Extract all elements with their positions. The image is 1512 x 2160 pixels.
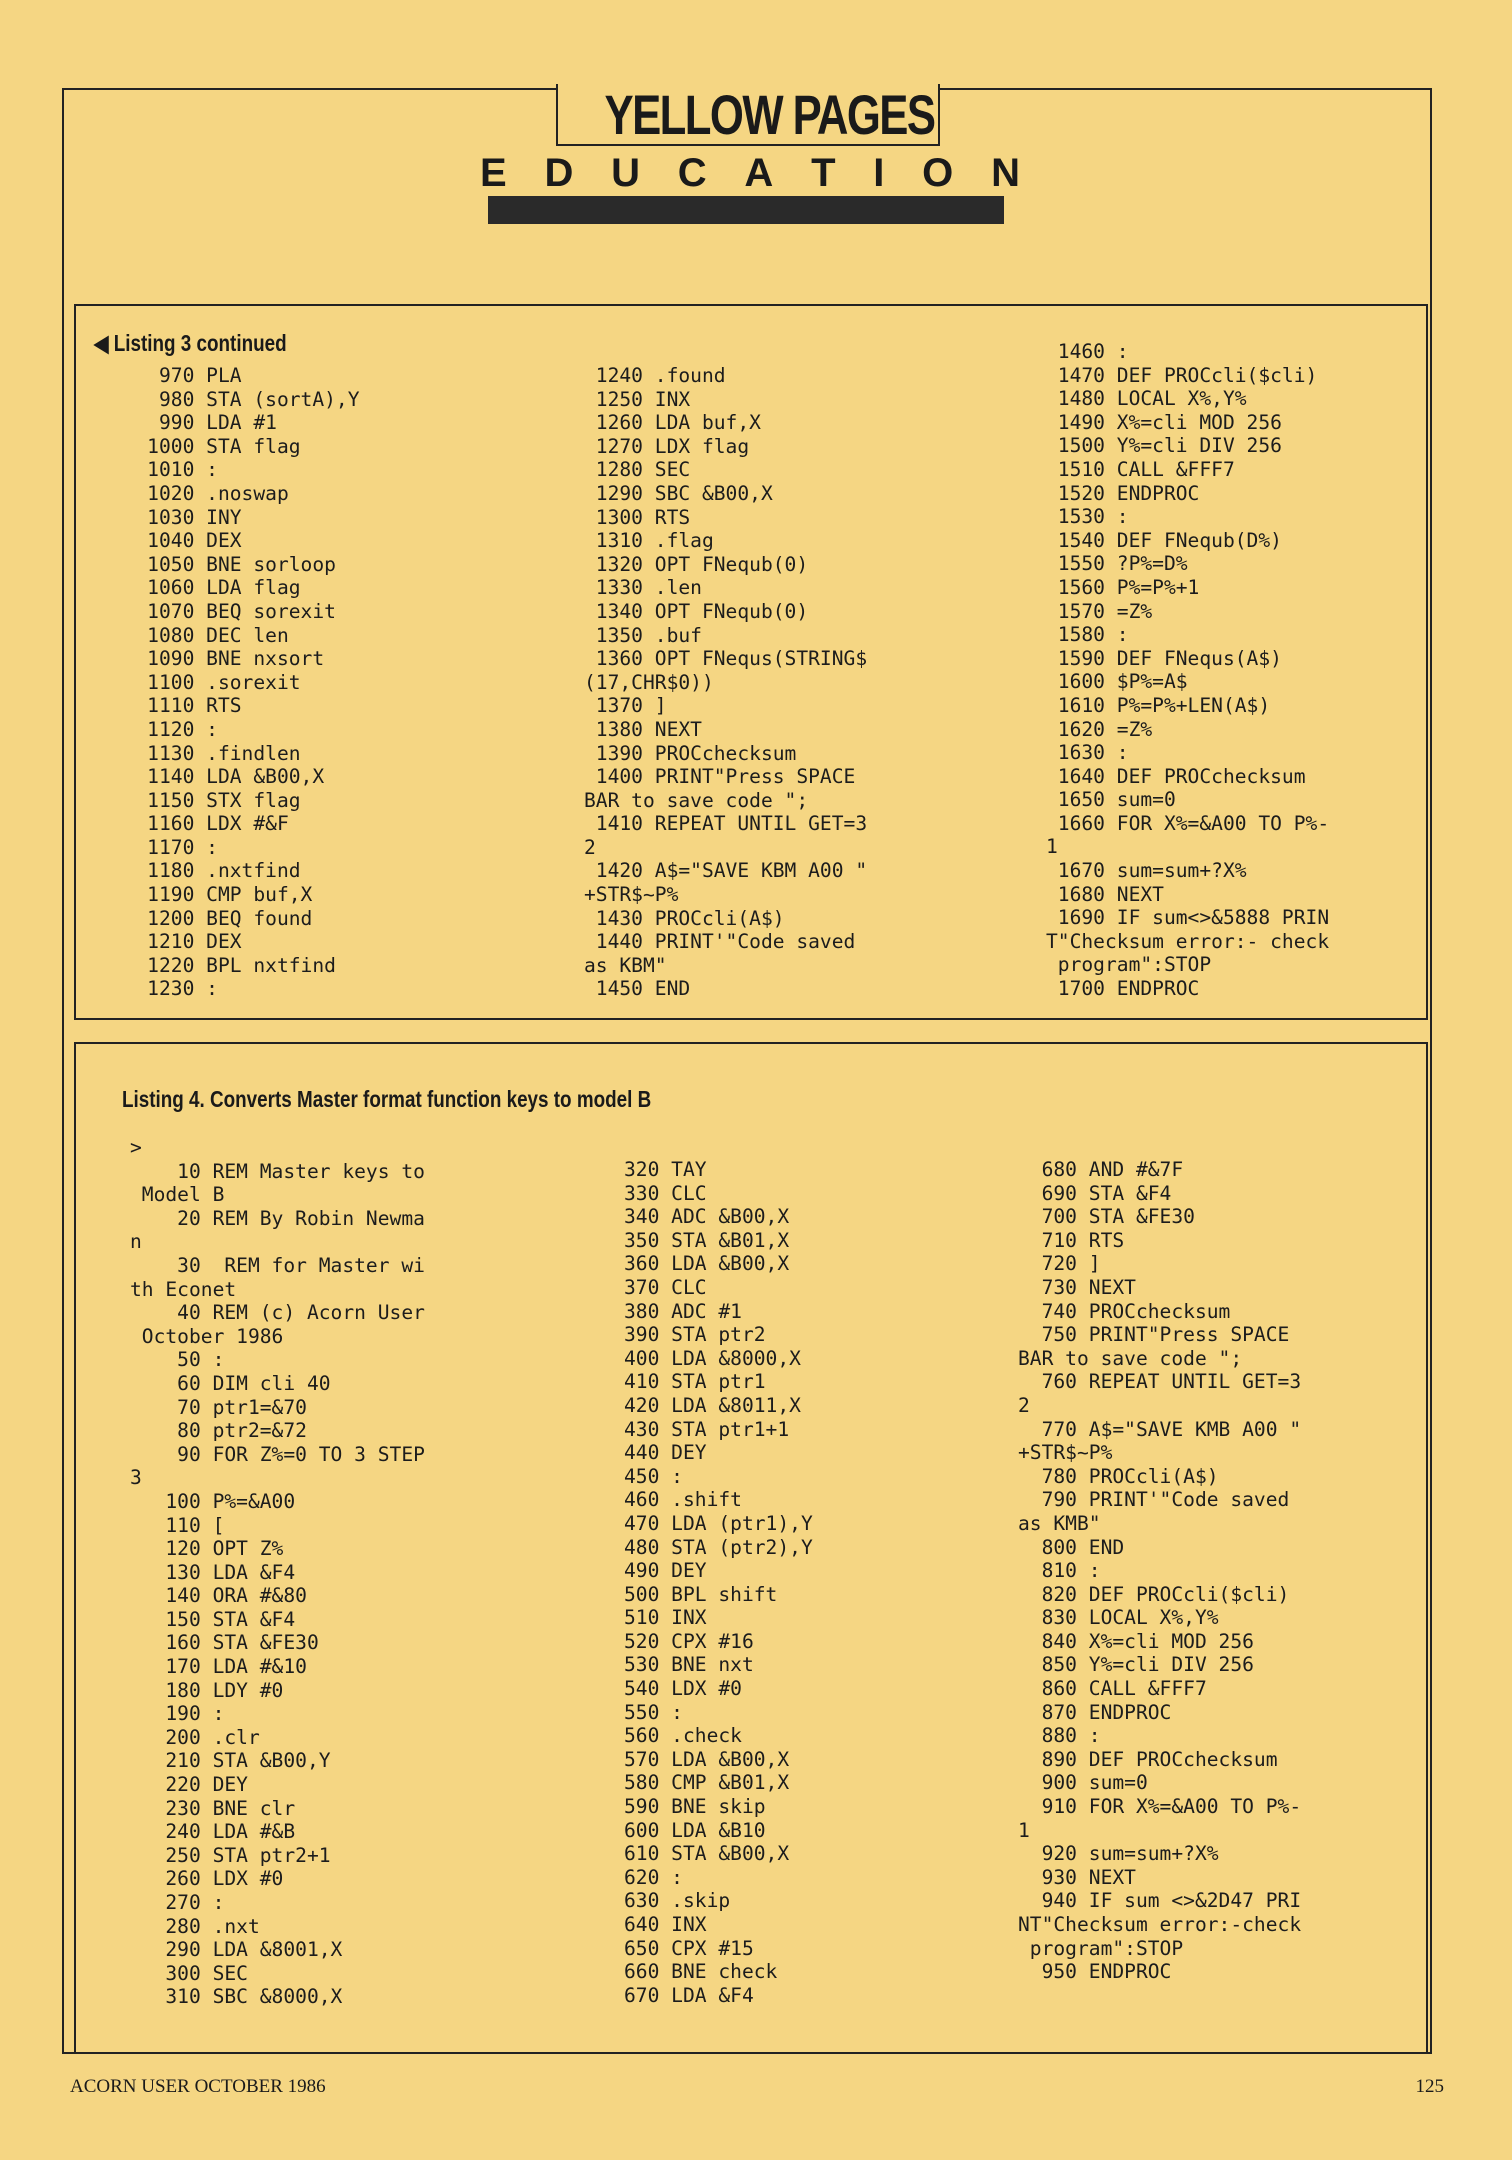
section-letter: O: [922, 151, 954, 195]
section-letter: C: [677, 151, 707, 195]
section-letter: T: [811, 151, 836, 195]
listing-4-column-1: > 10 REM Master keys to Model B 20 REM By Robin Newma n 30 REM for Master wi th Econet 40 REM (c) Acorn User October 1986 50 : 60 DIM cli 40 70 ptr1=&70 80 ptr2=&72 90 FOR Z%=0 TO 3 STEP 3 100 P%=&A00 110 [ 120 OPT Z% 130 LDA &F4 140 ORA #&80 150 STA &F4 160 STA &FE30 170 LDA #&10 180 LDY #0 190 : 200 .clr 210 STA &B00,Y 220 DEY 230 BNE clr 240 LDA #&B 250 STA ptr2+1 260 LDX #0 270 : 280 .nxt 290 LDA &8001,X 300 SEC 310 SBC &8000,X: [130, 1136, 425, 2009]
section-letter: U: [611, 151, 640, 195]
listing-3-heading: ◀ Listing 3 continued: [94, 330, 287, 356]
section-title: [480, 150, 1020, 196]
section-letter: I: [873, 151, 885, 195]
masthead-box: [556, 84, 940, 146]
listing-3-column-2: 1240 .found 1250 INX 1260 LDA buf,X 1270 LDX flag 1280 SEC 1290 SBC &B00,X 1300 RTS 1310 .flag 1320 OPT FNequb(0) 1330 .len 1340 OPT FNequb(0) 1350 .buf 1360 OPT FNequs(STRING$ (17,CHR$0)) 1370 ] 1380 NEXT 1390 PROCchecksum 1400 PRINT"Press SPACE BAR to save code "; 1410 REPEAT UNTIL GET=3 2 1420 A$="SAVE KBM A00 " +STR$~P% 1430 PROCcli(A$) 1440 PRINT'"Code saved as KBM" 1450 END: [584, 364, 868, 1001]
listing-4-heading: Listing 4. Converts Master format function keys to model B: [122, 1086, 652, 1112]
section-bar: [488, 196, 1004, 224]
listing-4-column-3: 680 AND #&7F 690 STA &F4 700 STA &FE30 710 RTS 720 ] 730 NEXT 740 PROCchecksum 750 PRINT"Press SPACE BAR to save code "; 760 REPEAT UNTIL GET=3 2 770 A$="SAVE KMB A00 " +STR$~P% 780 PROCcli(A$) 790 PRINT'"Code saved as KMB" 800 END 810 : 820 DEF PROCcli($cli) 830 LOCAL X%,Y% 840 X%=cli MOD 256 850 Y%=cli DIV 256 860 CALL &FFF7 870 ENDPROC 880 : 890 DEF PROCchecksum 900 sum=0 910 FOR X%=&A00 TO P%- 1 920 sum=sum+?X% 930 NEXT 940 IF sum <>&2D47 PRI NT"Checksum error:-check program":STOP 950 ENDPROC: [1018, 1158, 1302, 1984]
section-letter: N: [991, 151, 1020, 195]
listing-4-column-2: 320 TAY 330 CLC 340 ADC &B00,X 350 STA &B01,X 360 LDA &B00,X 370 CLC 380 ADC #1 390 STA ptr2 400 LDA &8000,X 410 STA ptr1 420 LDA &8011,X 430 STA ptr1+1 440 DEY 450 : 460 .shift 470 LDA (ptr1),Y 480 STA (ptr2),Y 490 DEY 500 BPL shift 510 INX 520 CPX #16 530 BNE nxt 540 LDX #0 550 : 560 .check 570 LDA &B00,X 580 CMP &B01,X 590 BNE skip 600 LDA &B10 610 STA &B00,X 620 : 630 .skip 640 INX 650 CPX #15 660 BNE check 670 LDA &F4: [624, 1158, 813, 2007]
masthead-title: YELLOW PAGES: [604, 83, 935, 146]
section-letter: D: [544, 151, 574, 195]
section-letter: A: [744, 151, 774, 195]
footer-page-number: 125: [1415, 2076, 1444, 2097]
footer-publication: ACORN USER OCTOBER 1986: [70, 2076, 326, 2097]
listing-3-column-3: 1460 : 1470 DEF PROCcli($cli) 1480 LOCAL X%,Y% 1490 X%=cli MOD 256 1500 Y%=cli DIV 256 1510 CALL &FFF7 1520 ENDPROC 1530 : 1540 DEF FNequb(D%) 1550 ?P%=D% 1560 P%=P%+1 1570 =Z% 1580 : 1590 DEF FNequs(A$) 1600 $P%=A$ 1610 P%=P%+LEN(A$) 1620 =Z% 1630 : 1640 DEF PROCchecksum 1650 sum=0 1660 FOR X%=&A00 TO P%- 1 1670 sum=sum+?X% 1680 NEXT 1690 IF sum<>&5888 PRIN T"Checksum error:- check program":STOP 1700 ENDPROC: [1046, 340, 1330, 1001]
section-letter: E: [480, 151, 507, 195]
listing-3-column-1: 970 PLA 980 STA (sortA),Y 990 LDA #1 1000 STA flag 1010 : 1020 .noswap 1030 INY 1040 DEX 1050 BNE sorloop 1060 LDA flag 1070 BEQ sorexit 1080 DEC len 1090 BNE nxsort 1100 .sorexit 1110 RTS 1120 : 1130 .findlen 1140 LDA &B00,X 1150 STX flag 1160 LDX #&F 1170 : 1180 .nxtfind 1190 CMP buf,X 1200 BEQ found 1210 DEX 1220 BPL nxtfind 1230 :: [147, 364, 360, 1001]
